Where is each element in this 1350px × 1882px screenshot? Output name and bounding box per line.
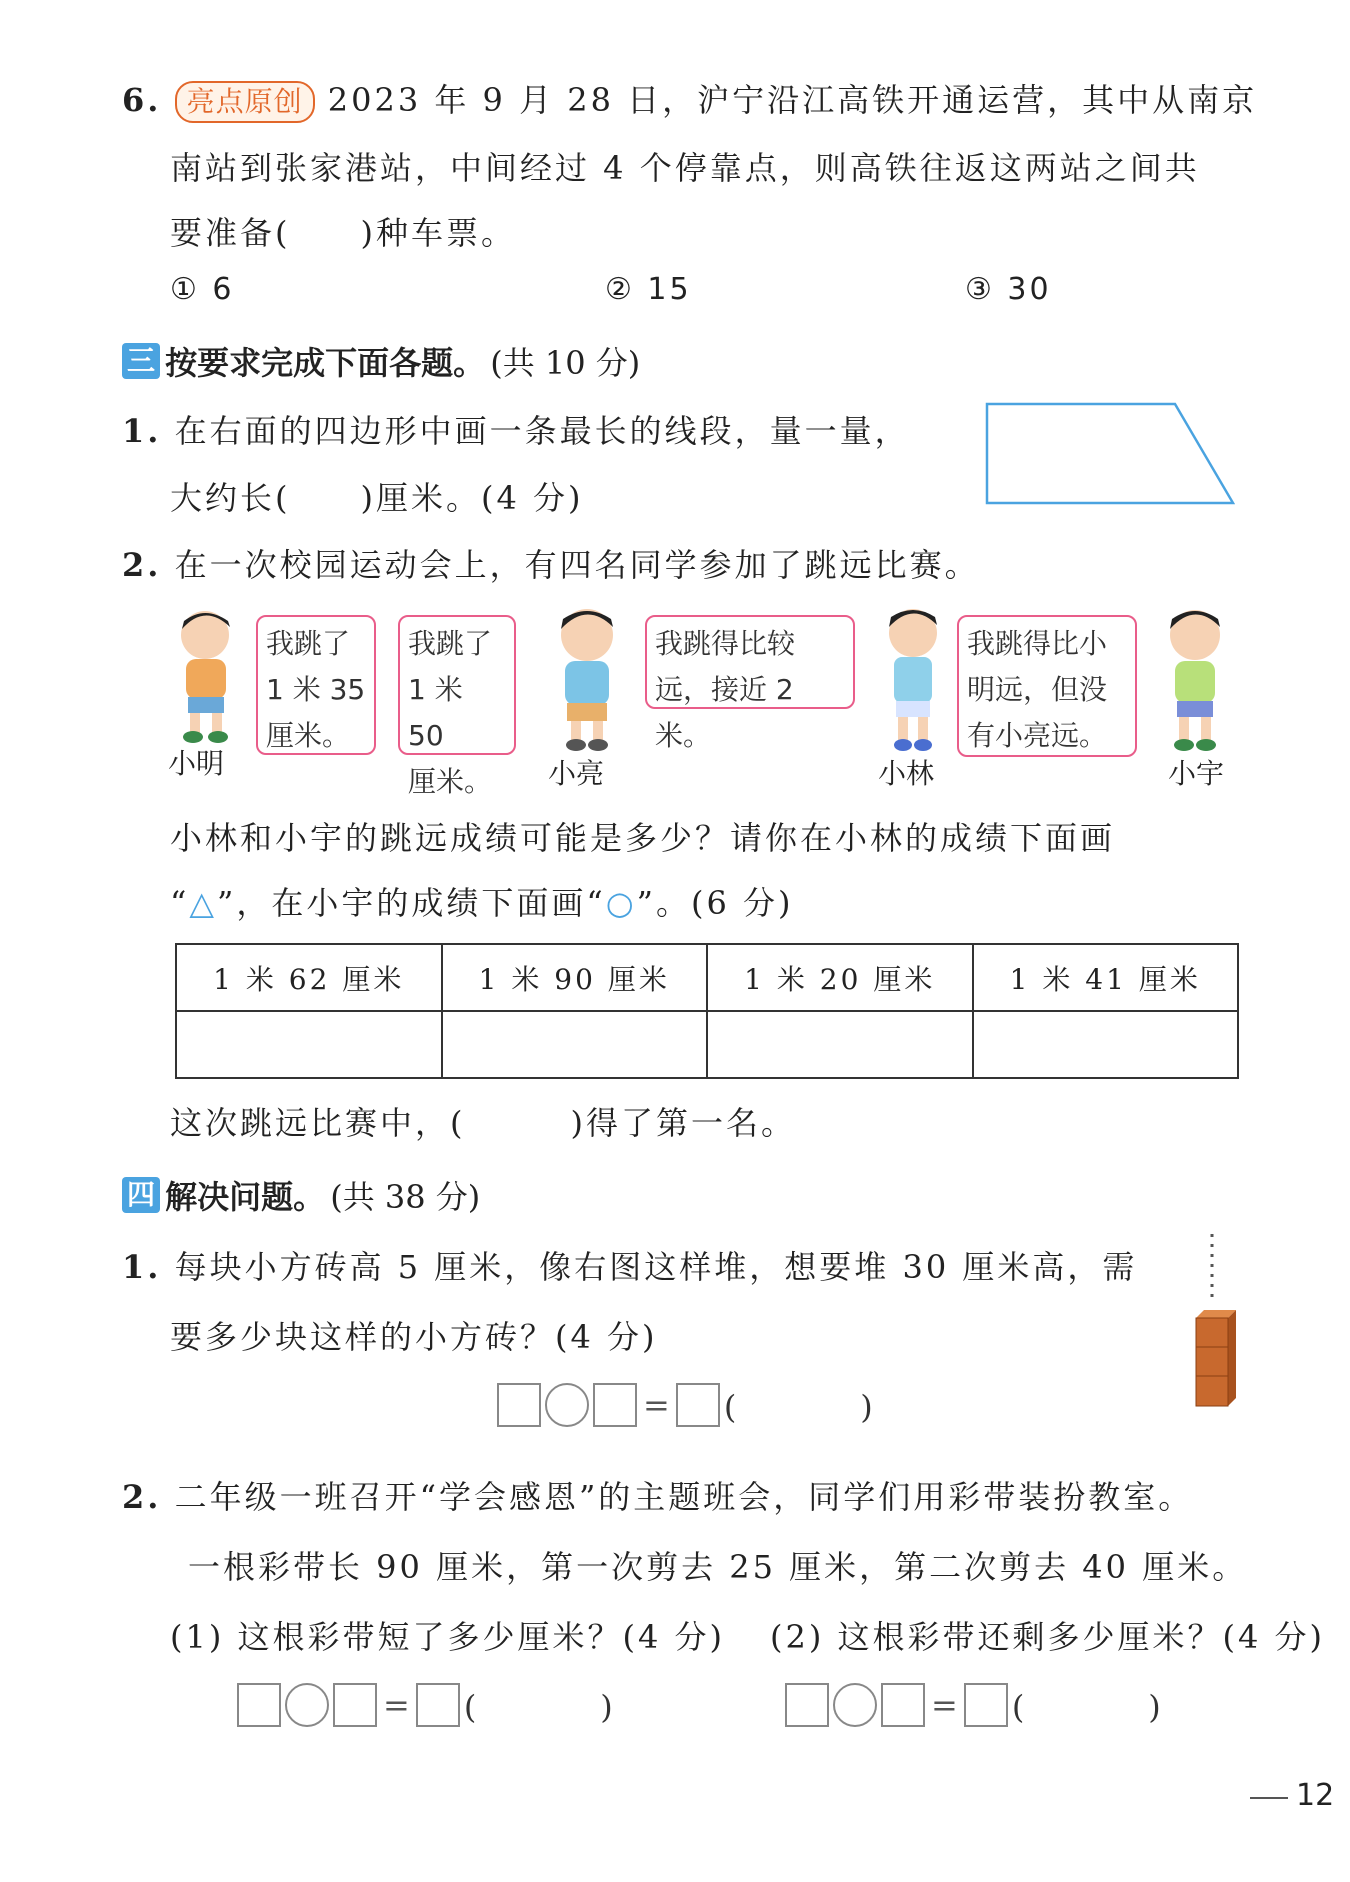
xiaoyu-label: 小宇 (1168, 757, 1225, 790)
q6-line1: 6. 亮点原创 2023 年 9 月 28 日，沪宁沿江高铁开通运营，其中从南京 (122, 75, 1257, 123)
xiaolin-speech-bubble: 我跳得比较 远，接近 2 米。 (645, 615, 855, 709)
equation-box[interactable] (333, 1683, 377, 1727)
xiaolin-figure (868, 605, 958, 755)
s3q2-prompt2: “△”，在小宇的成绩下面画“○”。(6 分) (170, 884, 794, 922)
table-row (176, 944, 1238, 1011)
operator-circle[interactable] (833, 1683, 877, 1727)
circle-symbol: ○ (605, 884, 637, 922)
s4q1-line2: 要多少块这样的小方砖？(4 分) (170, 1318, 658, 1356)
xiaoliang-speech-bubble: 我跳了 1 米 50 厘米。 (398, 615, 516, 755)
s4q2-line1: 2. 二年级一班召开“学会感恩”的主题班会，同学们用彩带装扮教室。 (122, 1478, 1194, 1516)
table-header-cell: 1 米 20 厘米 (707, 944, 973, 1011)
answer-box[interactable] (416, 1683, 460, 1727)
xiaoyu-figure (1145, 605, 1245, 755)
table-row (176, 1011, 1238, 1078)
section3-points: (共 10 分) (490, 344, 641, 382)
section4-title: 解决问题。 (165, 1178, 326, 1216)
triangle-symbol: △ (189, 884, 217, 922)
page-number: 12 (1296, 1778, 1335, 1813)
section4-header (122, 1172, 480, 1218)
equation-box[interactable] (237, 1683, 281, 1727)
q6-line3: 要准备( )种车票。 (170, 214, 516, 252)
q6-option-1: ① 6 (170, 272, 235, 307)
original-tag: 亮点原创 (175, 81, 315, 123)
xiaoliang-label: 小亮 (548, 757, 605, 790)
answer-box[interactable] (964, 1683, 1008, 1727)
xiaoliang-figure (535, 605, 635, 755)
answer-cell[interactable] (707, 1011, 973, 1078)
answer-cell[interactable] (442, 1011, 708, 1078)
operator-circle[interactable] (285, 1683, 329, 1727)
stacked-bricks-figure (1190, 1232, 1240, 1412)
s3q1-line1: 1. 在右面的四边形中画一条最长的线段，量一量， (122, 412, 910, 450)
jump-results-table (175, 943, 1239, 1079)
section3-header (122, 338, 640, 384)
quadrilateral-figure (985, 402, 1235, 507)
s3q2-line1: 2. 在一次校园运动会上，有四名同学参加了跳远比赛。 (122, 546, 980, 584)
section4-points: (共 38 分) (330, 1178, 481, 1216)
xiaoming-label: 小明 (168, 747, 225, 780)
s4q2-line2: 一根彩带长 90 厘米，第一次剪去 25 厘米，第二次剪去 40 厘米。 (188, 1548, 1248, 1586)
s3q2-prompt1: 小林和小宇的跳远成绩可能是多少？请你在小林的成绩下面画 (170, 819, 1116, 857)
section3-title: 按要求完成下面各题。 (165, 344, 486, 382)
s4q1-line1: 1. 每块小方砖高 5 厘米，像右图这样堆，想要堆 30 厘米高，需 (122, 1248, 1138, 1286)
equation-box[interactable] (593, 1383, 637, 1427)
table-header-cell: 1 米 62 厘米 (176, 944, 442, 1011)
equation-box[interactable] (497, 1383, 541, 1427)
answer-cell[interactable] (176, 1011, 442, 1078)
s4q1-equation: = ( ) (497, 1382, 919, 1428)
xiaoming-figure (160, 605, 260, 745)
s4q2-equation-2: = ( ) (785, 1682, 1207, 1728)
table-header-cell: 1 米 41 厘米 (973, 944, 1239, 1011)
section3-icon: 三 (122, 343, 160, 379)
equation-box[interactable] (785, 1683, 829, 1727)
s4q2-equation-1: = ( ) (237, 1682, 659, 1728)
page-number-rule (1250, 1797, 1288, 1799)
operator-circle[interactable] (545, 1383, 589, 1427)
s4q2-sub1: (1) 这根彩带短了多少厘米？(4 分) (170, 1618, 726, 1656)
answer-cell[interactable] (973, 1011, 1239, 1078)
table-header-cell: 1 米 90 厘米 (442, 944, 708, 1011)
s3q2-conclusion: 这次跳远比赛中，( )得了第一名。 (170, 1104, 796, 1142)
s4q2-sub2: (2) 这根彩带还剩多少厘米？(4 分) (770, 1618, 1326, 1656)
section4-icon: 四 (122, 1177, 160, 1213)
q6-line2: 南站到张家港站，中间经过 4 个停靠点，则高铁往返这两站之间共 (170, 149, 1200, 187)
q6-option-3: ③ 30 (965, 272, 1052, 307)
xiaoming-speech-bubble: 我跳了 1 米 35 厘米。 (256, 615, 376, 755)
equation-box[interactable] (881, 1683, 925, 1727)
q6-option-2: ② 15 (605, 272, 692, 307)
s3q1-line2: 大约长( )厘米。(4 分) (170, 479, 584, 517)
xiaolin-label: 小林 (878, 757, 935, 790)
xiaoyu-speech-bubble: 我跳得比小 明远，但没 有小亮远。 (957, 615, 1137, 757)
answer-box[interactable] (676, 1383, 720, 1427)
